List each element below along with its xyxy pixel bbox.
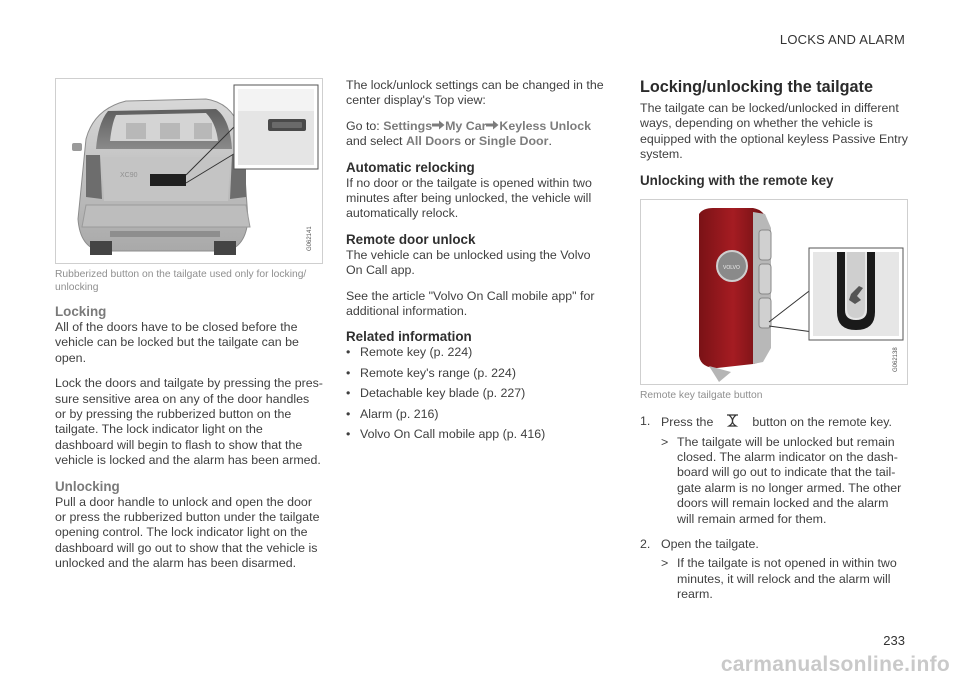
step-number: 1.	[640, 414, 651, 429]
step-1	[640, 414, 908, 527]
model-badge: XC90	[120, 172, 138, 179]
and-select-text: and select	[346, 134, 406, 149]
brand-logo-text: VOLVO	[723, 264, 740, 271]
remote-unlock-heading: Remote door unlock	[346, 231, 476, 247]
arrow-right-icon	[486, 120, 499, 130]
unlocking-paragraph-1: Pull a door handle to unlock and open the door or press the rubberized button under the tailgate opening control. The lock indicator light on the dashboard will go out to show that the vehicle is unlocked and the alarm has been disarmed.	[55, 494, 320, 571]
goto-end: .	[548, 134, 552, 149]
option-all-doors: All Doors	[405, 134, 462, 149]
remote-unlock-paragraph-1: The vehicle can be unlocked using the Volvo On Call app.	[346, 247, 591, 278]
page-number: 233	[883, 633, 905, 648]
running-header: LOCKS AND ALARM	[779, 32, 905, 47]
menu-my-car: My Car	[445, 118, 487, 133]
step-result	[661, 435, 908, 527]
goto-path	[346, 119, 608, 150]
auto-relock-heading: Automatic relocking	[346, 159, 475, 175]
remote-key-figure	[640, 199, 908, 385]
tailgate-figure	[55, 78, 323, 264]
license-plate-area	[150, 174, 186, 186]
step-text: Open the tailgate.	[661, 536, 759, 551]
tailgate-intro: The tailgate can be locked/unlocked in different ways, depending on whether the vehicle is equipped with the optional keyless Passive Entry system.	[640, 101, 908, 162]
step-result	[661, 556, 908, 602]
footer-watermark: carmanualsonline.info	[720, 653, 950, 676]
arrow-right-icon	[432, 120, 445, 130]
figure-code: G062138	[893, 346, 899, 372]
related-link[interactable]: • Volvo On Call mobile app (p. 416)	[346, 427, 608, 442]
related-link[interactable]: • Alarm (p. 216)	[346, 407, 608, 422]
step-text: Press the	[661, 415, 714, 430]
step-number: 2.	[640, 536, 651, 551]
auto-relock-paragraph: If no door or the tailgate is opened within two minutes after being unlocked, the vehicle will automatically relock.	[346, 175, 592, 221]
menu-keyless-unlock: Keyless Unlock	[499, 118, 592, 133]
related-info-heading: Related information	[346, 329, 472, 345]
step-2	[640, 537, 908, 603]
figure-caption: Rubberized button on the tailgate used only for locking/ unlocking	[55, 269, 307, 293]
column-2	[346, 78, 608, 448]
related-info-list	[346, 345, 608, 442]
result-marker: >	[661, 434, 669, 449]
option-single-door: Single Door	[478, 134, 549, 149]
step-text: button on the remote key.	[752, 415, 892, 430]
section-title: Locking/unlocking the tailgate	[640, 78, 873, 96]
result-text: The tailgate will be unlocked but remain closed. The alarm indicator on the dash- board will go out to indicate that the tail- gate alarm is no longer armed. The other doors will remain locked and the alarm will remain armed for them.	[677, 434, 902, 526]
or-text: or	[461, 134, 479, 149]
column-1	[55, 78, 323, 572]
car-rear-illustration	[56, 79, 322, 263]
figure-code: G062141	[307, 226, 313, 251]
remote-unlock-paragraph-2: See the article "Volvo On Call mobile app" for additional information.	[346, 288, 595, 319]
unlocking-heading: Unlocking	[55, 478, 120, 494]
result-text: If the tailgate is not opened in within two minutes, it will relock and the alarm will rearm.	[677, 556, 897, 602]
result-marker: >	[661, 556, 669, 571]
goto-prefix: Go to:	[346, 118, 384, 133]
steps-list	[640, 414, 908, 602]
related-link[interactable]: • Remote key's range (p. 224)	[346, 366, 608, 381]
remote-key-heading: Unlocking with the remote key	[640, 172, 834, 188]
tailgate-open-icon	[725, 414, 740, 428]
locking-heading: Locking	[55, 304, 107, 319]
related-link[interactable]: • Remote key (p. 224)	[346, 345, 608, 360]
column-3	[640, 78, 908, 603]
settings-intro: The lock/unlock settings can be changed in the center display's Top view:	[346, 78, 604, 108]
remote-key-illustration	[641, 200, 907, 384]
figure-caption: Remote key tailgate button	[640, 389, 763, 401]
related-link[interactable]: • Detachable key blade (p. 227)	[346, 386, 608, 401]
menu-settings: Settings	[383, 118, 433, 133]
locking-paragraph-1: All of the doors have to be closed before the vehicle can be locked but the tailgate can be open.	[55, 320, 299, 365]
locking-paragraph-2: Lock the doors and tailgate by pressing the pres- sure sensitive area on any of the door handles or by pressing the rubberized button on the tailgate. The lock indicator light on the dashboard will begin to flash to show that the vehicle is locked and the alarm has been armed.	[55, 376, 323, 468]
